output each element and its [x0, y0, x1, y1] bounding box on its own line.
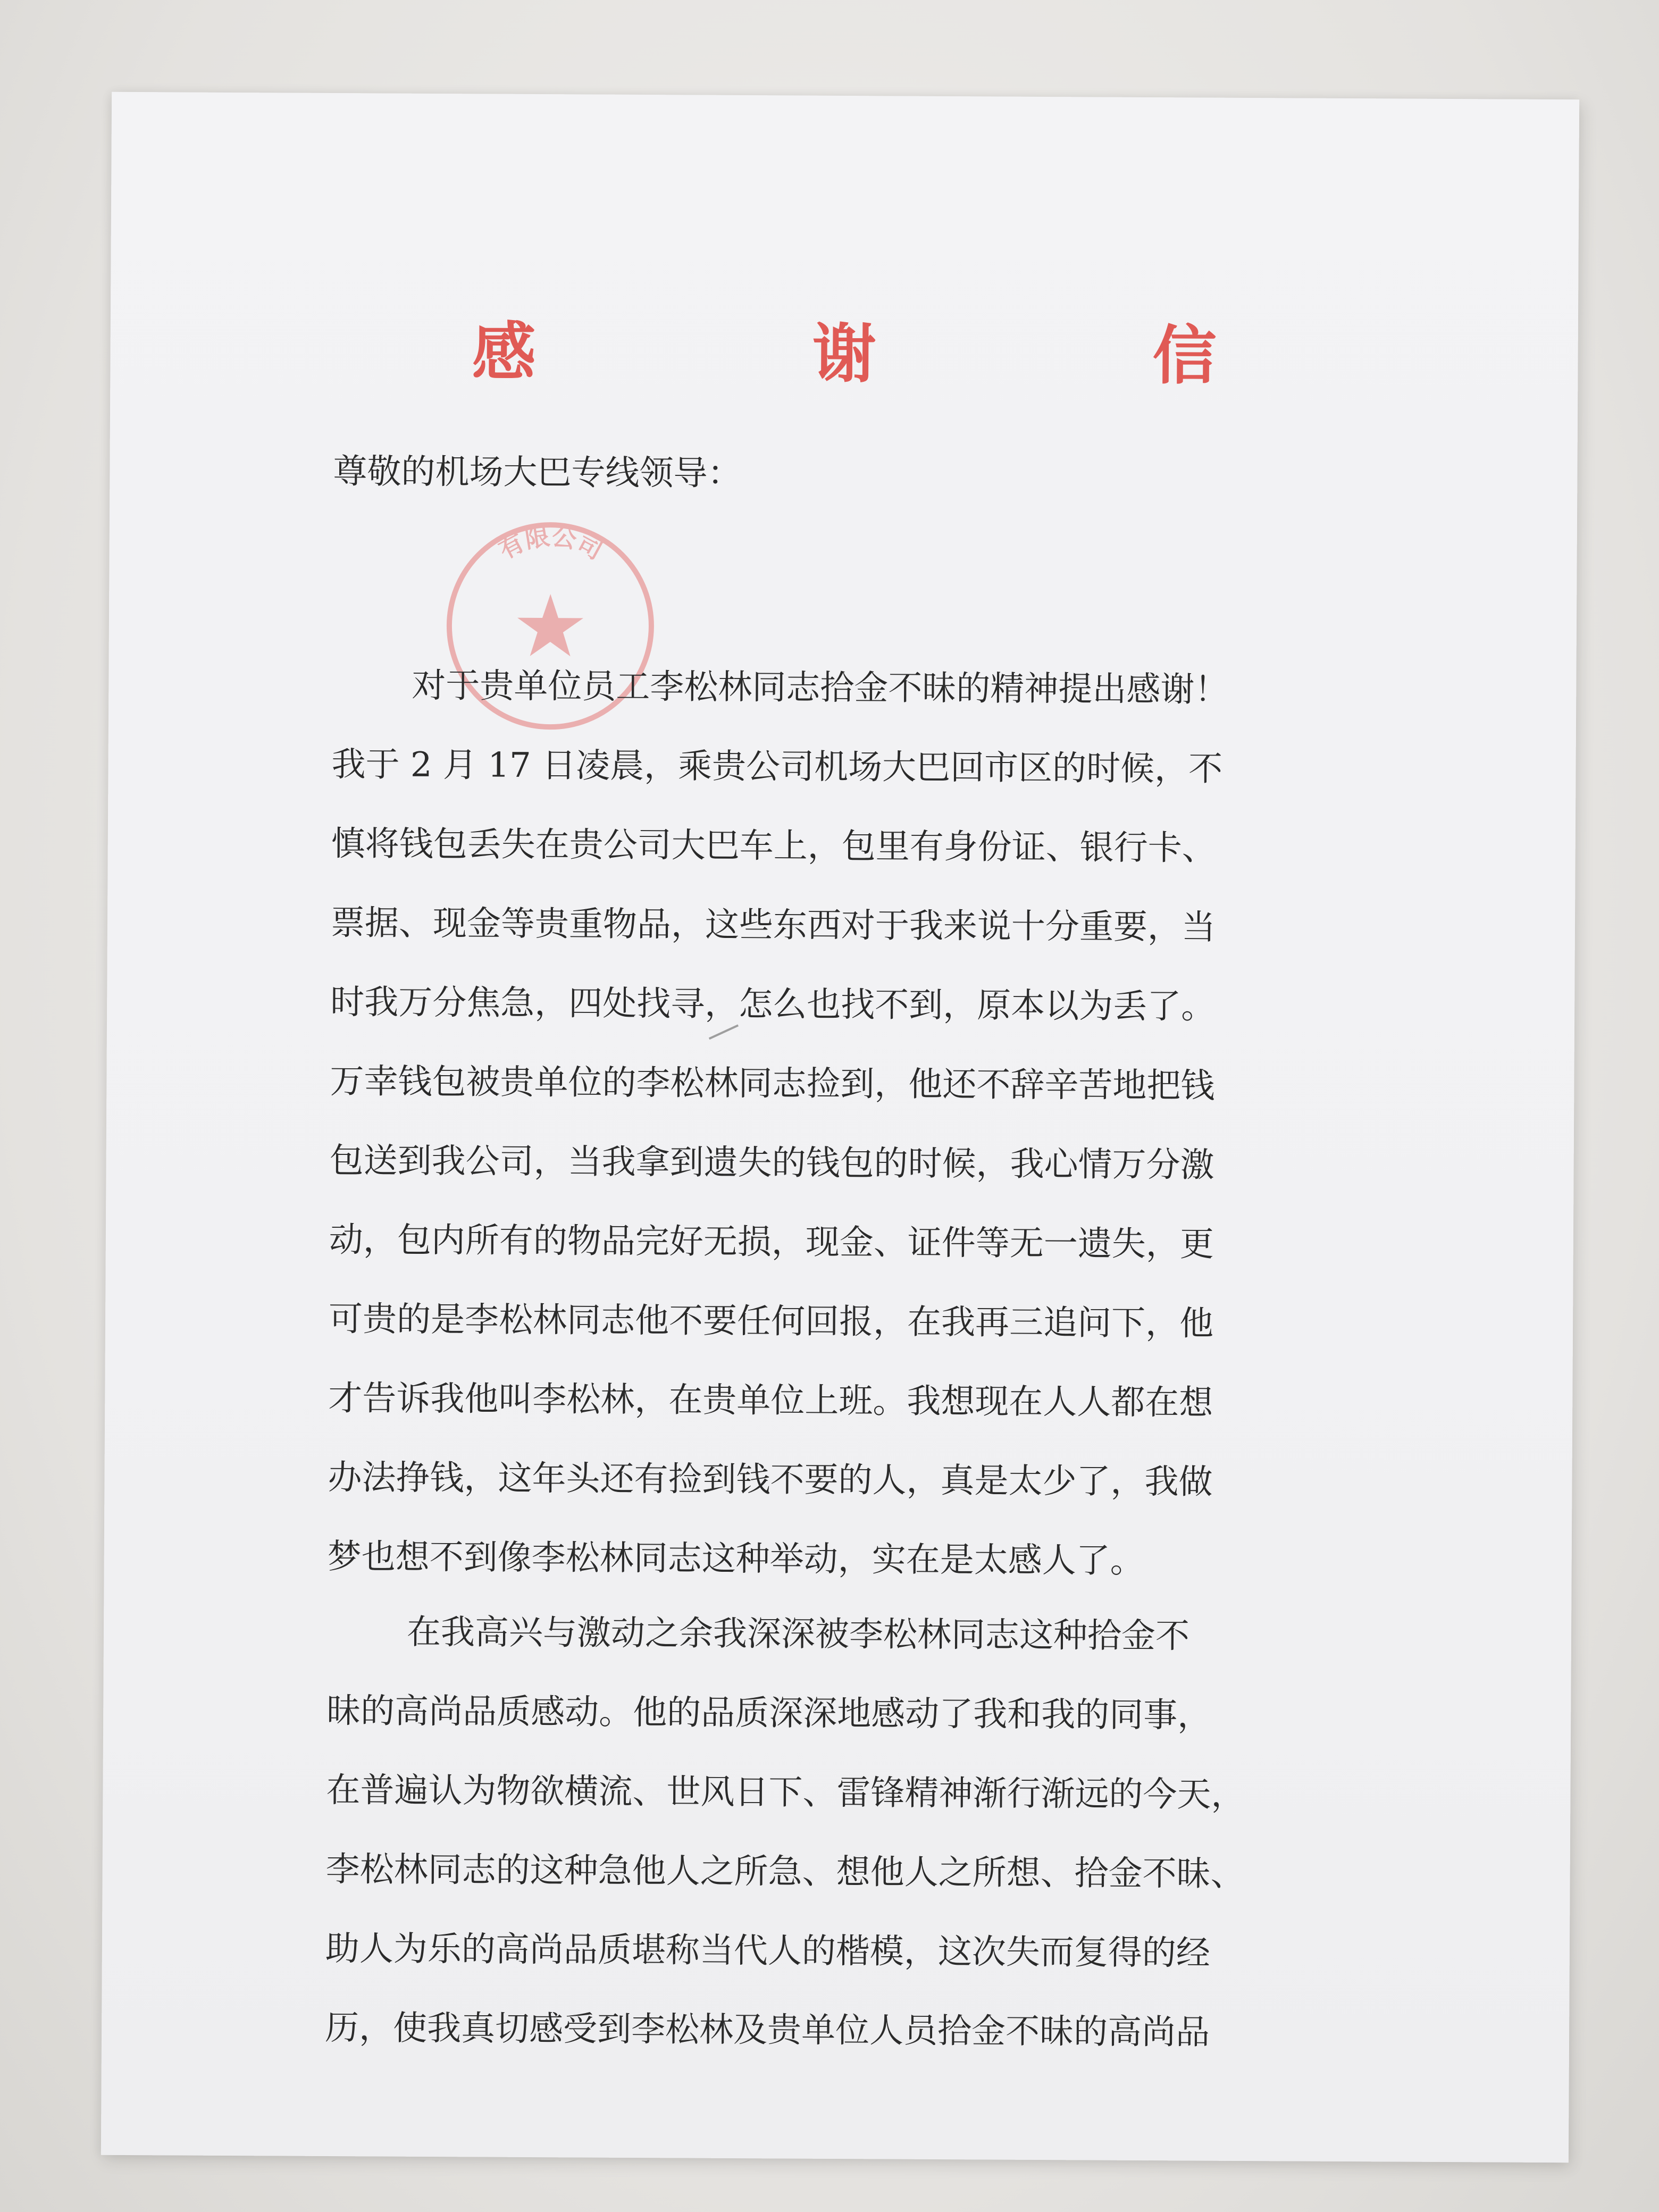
- letter-paragraph-1: [327, 646, 1342, 1602]
- paragraph-line: 办法挣钱，这年头还有捡到钱不要的人，真是太少了，我做: [328, 1457, 1213, 1502]
- paragraph-line: 包送到我公司，当我拿到遗失的钱包的时候，我心情万分激: [329, 1141, 1214, 1185]
- letter-salutation: 尊敬的机场大巴专线领导：: [333, 451, 742, 494]
- paragraph-line: 助人为乐的高尚品质堪称当代人的楷模，这次失而复得的经: [325, 1929, 1211, 1973]
- paragraph-line: 我于 2 月 17 日凌晨，乘贵公司机场大巴回市区的时候，不: [331, 744, 1223, 789]
- letter-title: 感 谢 信: [472, 315, 1323, 394]
- paragraph-line: 万幸钱包被贵单位的李松林同志捡到，他还不辞辛苦地把钱: [330, 1061, 1215, 1106]
- paragraph-line: 票据、现金等贵重物品，这些东西对于我来说十分重要，当: [330, 903, 1216, 948]
- paragraph-line: 时我万分焦急，四处找寻，怎么也找不到，原本以为丢了。: [330, 982, 1216, 1027]
- paragraph-line: 昧的高尚品质感动。他的品质深深地感动了我和我的同事，: [326, 1691, 1212, 1736]
- paragraph-line: 可贵的是李松林同志他不要任何回报，在我再三追问下，他: [328, 1299, 1214, 1344]
- svg-text:有限公司: [494, 521, 608, 565]
- paragraph-line: 才告诉我他叫李松林，在贵单位上班。我想现在人人都在想: [328, 1378, 1213, 1423]
- paragraph-line: 历，使我真切感受到李松林及贵单位人员拾金不昧的高尚品: [324, 2008, 1210, 2052]
- paragraph-line: 对于贵单位员工李松林同志拾金不昧的精神提出感谢！: [412, 666, 1229, 710]
- letter-paragraph-2: [325, 1593, 1338, 2073]
- paragraph-line: 李松林同志的这种急他人之所急、想他人之所想、拾金不昧、: [325, 1849, 1245, 1895]
- paragraph-line: 在普遍认为物欲横流、世风日下、雷锋精神渐行渐远的今天，: [326, 1770, 1245, 1815]
- paragraph-line: 梦也想不到像李松林同志这种举动，实在是太感人了。: [327, 1537, 1144, 1581]
- letter-paper: [101, 92, 1579, 2163]
- paragraph-line: 动，包内所有的物品完好无损，现金、证件等无一遗失，更: [329, 1220, 1214, 1264]
- paragraph-line: 在我高兴与激动之余我深深被李松林同志这种拾金不: [406, 1612, 1190, 1656]
- seal-text: 有限公司: [493, 521, 608, 565]
- paragraph-line: 慎将钱包丢失在贵公司大巴车上，包里有身份证、银行卡、: [331, 824, 1216, 868]
